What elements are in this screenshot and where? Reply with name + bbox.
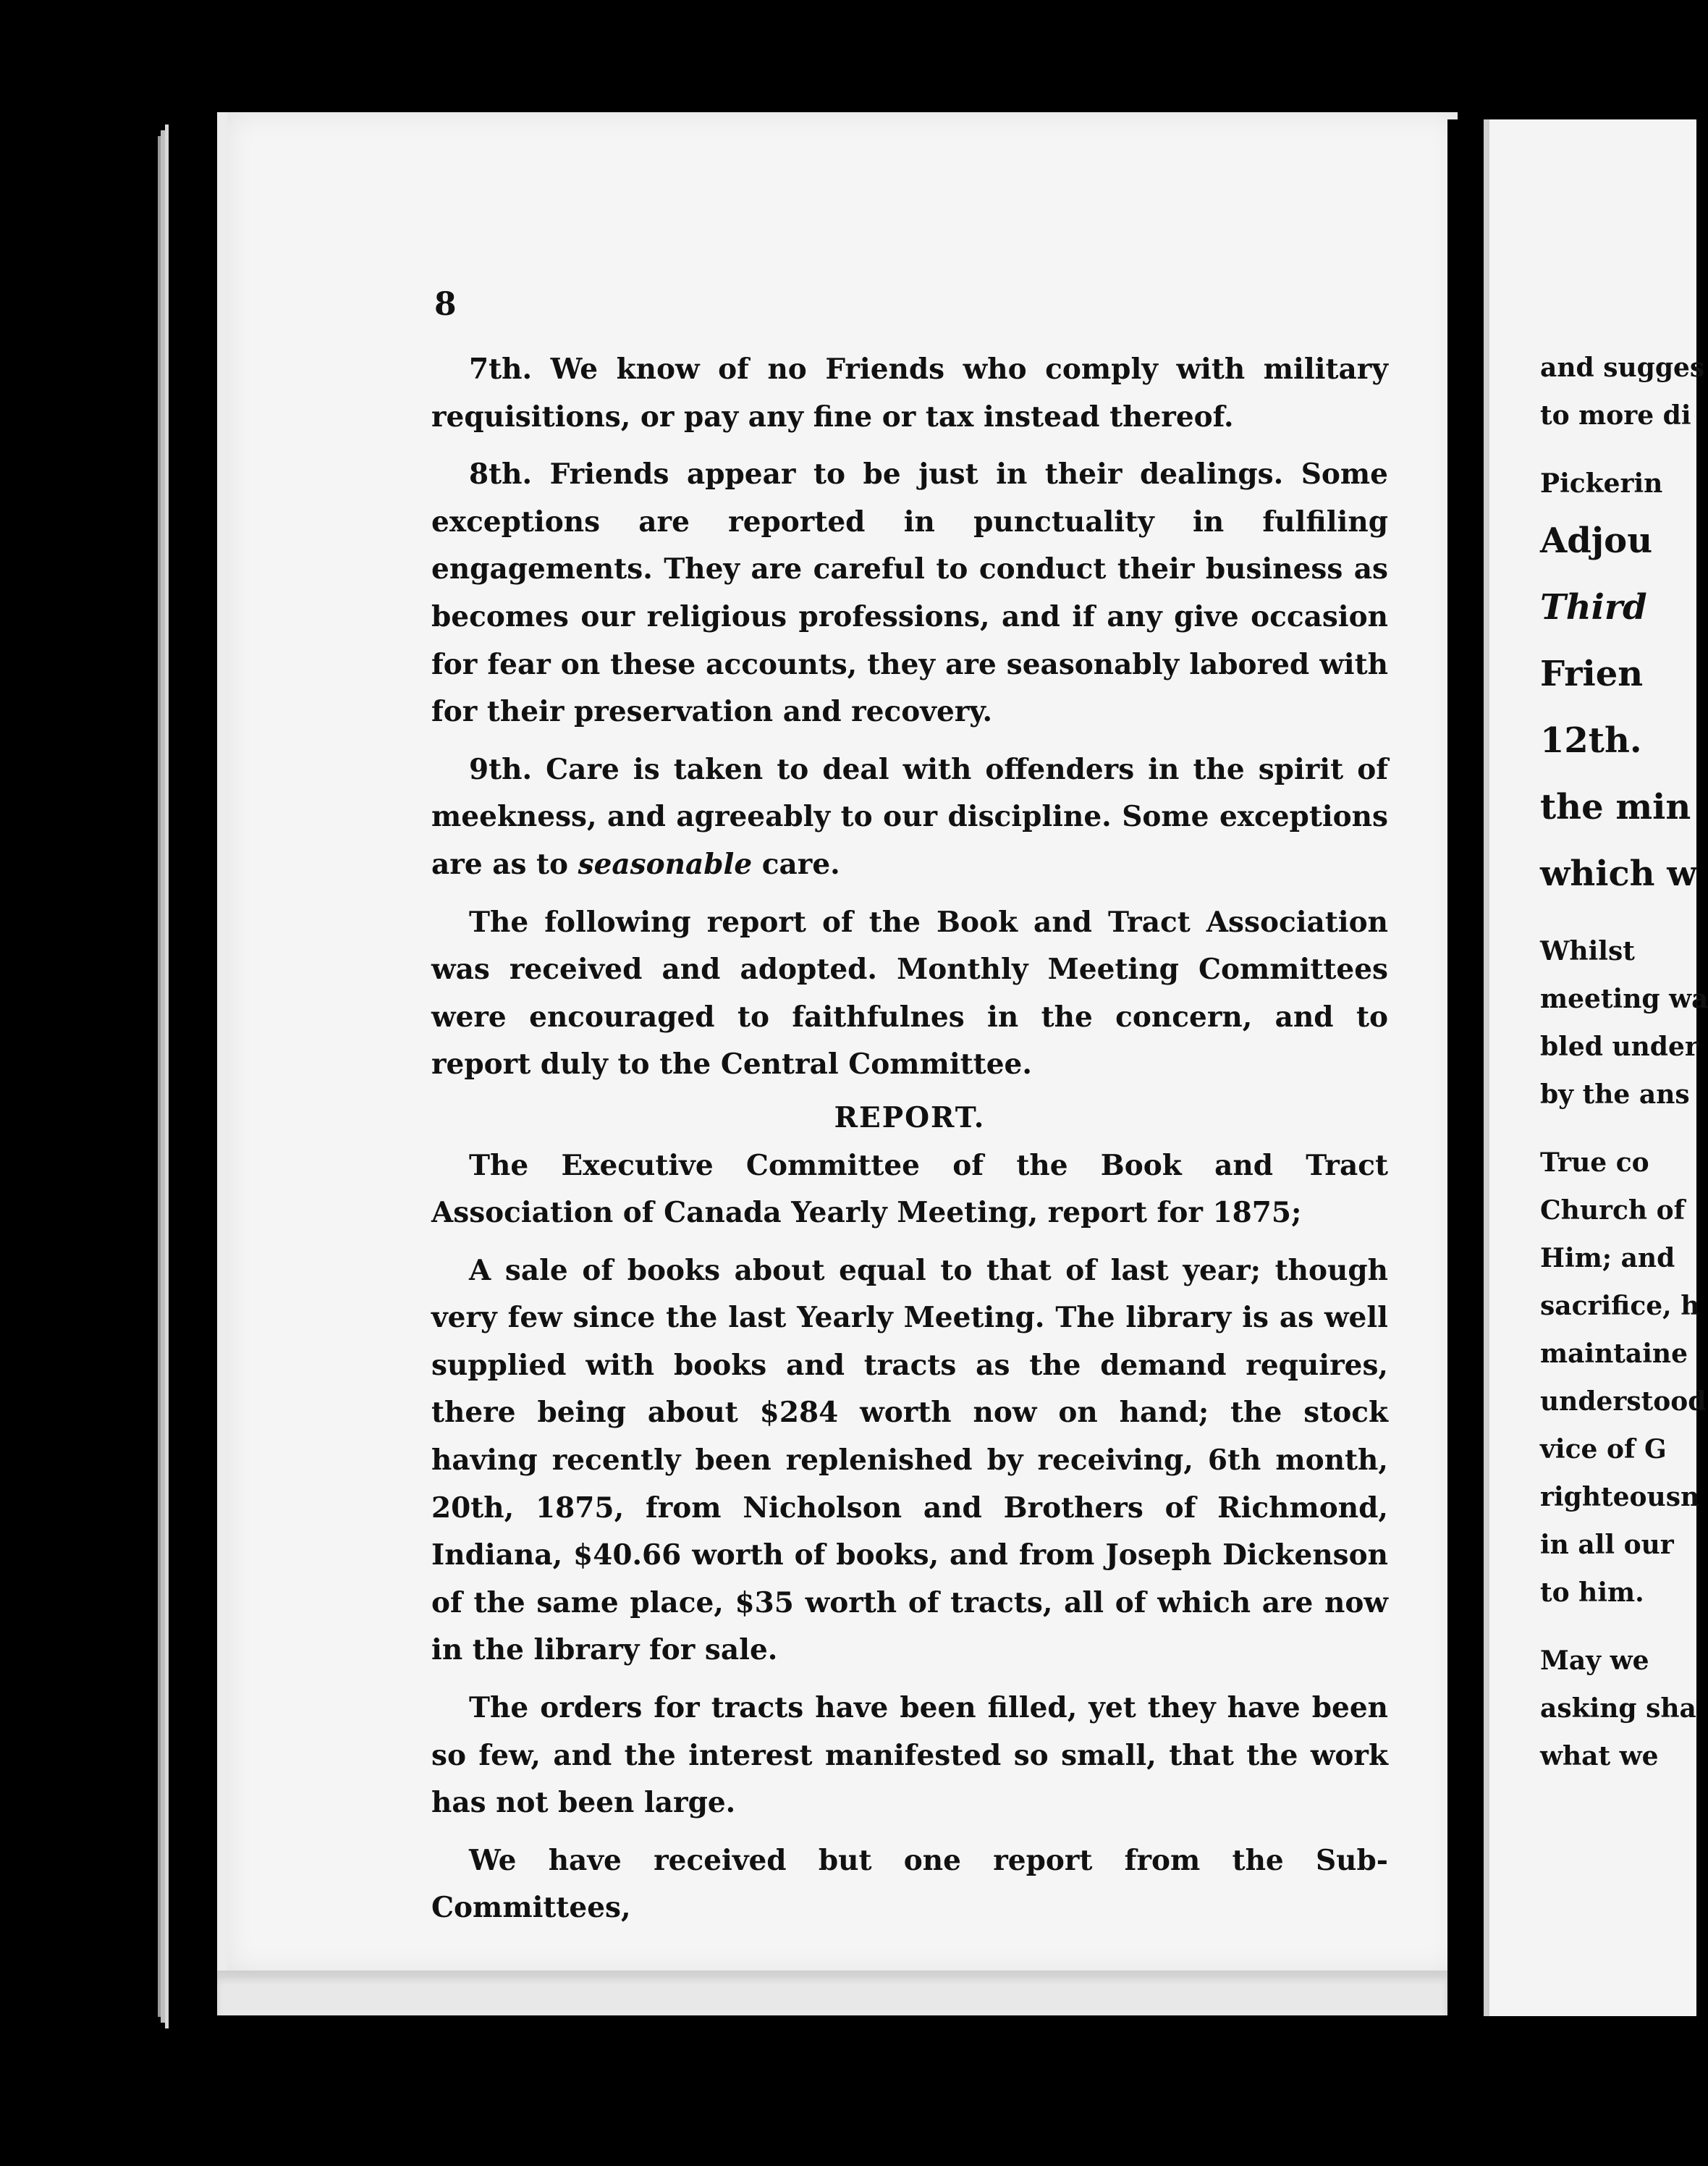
right-line: maintaine — [1540, 1339, 1688, 1369]
paragraph-9th-text: 9th. Care is taken to deal with offenders in the spirit of meekness, and agreeably to our discipline. Some exceptions are as to — [431, 752, 1388, 881]
right-line: 12th. — [1540, 720, 1642, 761]
book-gutter — [1447, 119, 1487, 2016]
right-line: which w — [1540, 854, 1697, 894]
paragraph-book-tract: The following report of the Book and Tract Association was received and adopted. Monthly Meeting Committees were encouraged to faithfulnes in the concern, and to report duly to the Central Committee. — [431, 905, 1388, 1082]
right-line: vice of G — [1540, 1434, 1667, 1465]
italic-word: seasonable — [578, 847, 753, 881]
right-line: True co — [1540, 1147, 1649, 1178]
right-line: to him. — [1540, 1577, 1644, 1608]
right-line: Frien — [1540, 654, 1644, 694]
right-line: Adjou — [1540, 521, 1653, 561]
right-line: in all our — [1540, 1530, 1674, 1560]
right-line: Church of — [1540, 1195, 1686, 1226]
right-page — [1484, 119, 1708, 2016]
right-line: the min — [1540, 787, 1691, 827]
page-number: 8 — [434, 286, 457, 323]
right-page-text — [1540, 344, 1707, 1780]
right-line: what we — [1540, 1741, 1659, 1771]
right-line: by the ans — [1540, 1079, 1690, 1110]
right-line: asking sha — [1540, 1693, 1696, 1724]
paragraph-sub-committees: We have received but one report from the Sub-Committees, — [431, 1843, 1388, 1925]
paragraph-9th — [431, 746, 1388, 889]
paragraph-9th-tail: care. — [761, 847, 840, 881]
right-line: Him; and — [1540, 1243, 1675, 1273]
right-line: Whilst — [1540, 936, 1635, 966]
right-line: Third — [1540, 587, 1647, 628]
right-line: to more di — [1540, 400, 1691, 431]
page-bottom-edge — [217, 1971, 1447, 2015]
paragraph-8th: 8th. Friends appear to be just in their dealings. Some exceptions are reported in punctuality in fulfiling engagements. They are careful to conduct their business as becomes our religious professions, and if any give occasion for fear on these accounts, they are seasonably labored with for their preservation and recovery. — [431, 458, 1388, 729]
right-line: understood — [1540, 1386, 1707, 1417]
right-line: Pickerin — [1540, 468, 1663, 499]
right-line: meeting wa — [1540, 984, 1708, 1014]
right-line: May we — [1540, 1645, 1649, 1676]
paragraph-7th: 7th. We know of no Friends who comply with military requisitions, or pay any fine or tax instead thereof. — [431, 353, 1388, 434]
report-heading: REPORT. — [834, 1100, 986, 1134]
right-line: sacrifice, h — [1540, 1291, 1700, 1321]
right-line: bled under — [1540, 1032, 1699, 1062]
paragraph-orders-for-tracts: The orders for tracts have been filled, yet they have been so few, and the interest manifested so small, that the work has not been large. — [431, 1691, 1388, 1820]
left-page-text — [431, 346, 1388, 1932]
paragraph-sale-of-books: A sale of books about equal to that of last year; though very few since the last Yearly Meeting. The library is as well supplied with books and tracts as the demand requires, there being about $284 worth now on hand; the stock having recently been replenished by receiving, 6th month, 20th, 1875, from Nicholson and Brothers of Richmond, Indiana, $40.66 worth of books, and from Joseph Dickenson of the same place, $35 worth of tracts, all of which are now in the library for sale. — [431, 1253, 1388, 1667]
right-line: righteousn — [1540, 1482, 1700, 1512]
right-line: and sugges — [1540, 353, 1705, 383]
paragraph-executive-committee: The Executive Committee of the Book and Tract Association of Canada Yearly Meeting, report for 1875; — [431, 1148, 1388, 1230]
